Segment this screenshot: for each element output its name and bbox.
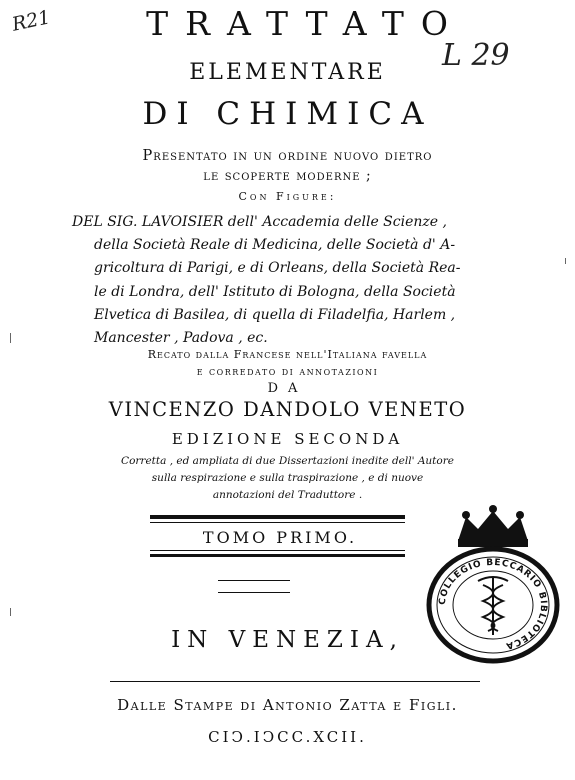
rule-top-thin xyxy=(150,522,405,523)
corrections-line-2: sulla respirazione e sulla traspirazione , e di nuove xyxy=(151,472,424,484)
corrections-line-3: annotazioni del Traduttore . xyxy=(212,489,363,501)
author-line-6: Mancester , Padova , ec. xyxy=(94,330,268,346)
margin-mark-3 xyxy=(10,608,11,616)
author-line-3: gricoltura di Parigi, e di Orleans, della Società Rea- xyxy=(94,260,461,276)
place: IN VENEZIA, xyxy=(171,627,404,653)
author-line-5: Elvetica di Basilea, di quella di Filadelfia, Harlem , xyxy=(94,307,456,323)
title-line-1: TRATTATO xyxy=(146,4,465,43)
translation-line-1: Recato dalla Francese nell'Italiana favella xyxy=(147,348,428,361)
volume: TOMO PRIMO. xyxy=(202,528,358,547)
stamp-text: COLLEGIO BECCARIO BIBLIOTECA xyxy=(437,557,549,651)
printer: Dalle Stampe di Antonio Zatta e Figli. xyxy=(117,696,458,714)
translation-line-2: e corredato di annotazioni xyxy=(196,365,379,378)
edition: EDIZIONE SECONDA xyxy=(171,430,404,448)
presentation-line-1: Presentato in un ordine nuovo dietro xyxy=(142,148,433,164)
presentation-line-2: le scoperte moderne ; xyxy=(203,168,372,184)
corrections-line-1: Corretta , ed ampliata di due Dissertazioni inedite dell' Autore xyxy=(121,455,454,467)
with-figures: Con Figure: xyxy=(238,190,337,203)
margin-mark-2 xyxy=(10,333,11,343)
author-line-4: le di Londra, dell' Istituto di Bologna, della Società xyxy=(94,284,456,300)
rule-top-thick xyxy=(150,515,405,519)
ornament-rule-2 xyxy=(218,592,290,593)
title-line-3: DI CHIMICA xyxy=(142,96,433,132)
handwritten-shelfmark: R21 xyxy=(10,6,53,36)
year: CIϽ.IϽCC.XCII. xyxy=(208,728,367,746)
place-rule xyxy=(110,681,480,682)
translator-name: VINCENZO DANDOLO VENETO xyxy=(108,398,467,421)
margin-mark-1 xyxy=(565,258,566,264)
author-line-2: della Società Reale di Medicina, delle Società d' A- xyxy=(94,237,456,253)
author-line-1: DEL SIG. LAVOISIER dell' Accademia delle Scienze , xyxy=(72,214,447,230)
rule-bottom-thin xyxy=(150,550,405,551)
caduceus-icon xyxy=(478,577,508,635)
handwritten-number: L 29 xyxy=(442,38,510,73)
crown-icon xyxy=(458,505,528,547)
library-stamp xyxy=(418,505,568,665)
translation-by: DA xyxy=(267,381,308,396)
title-line-2: ELEMENTARE xyxy=(189,60,386,85)
rule-bottom-thick xyxy=(150,554,405,557)
ornament-rule-1 xyxy=(218,580,290,581)
